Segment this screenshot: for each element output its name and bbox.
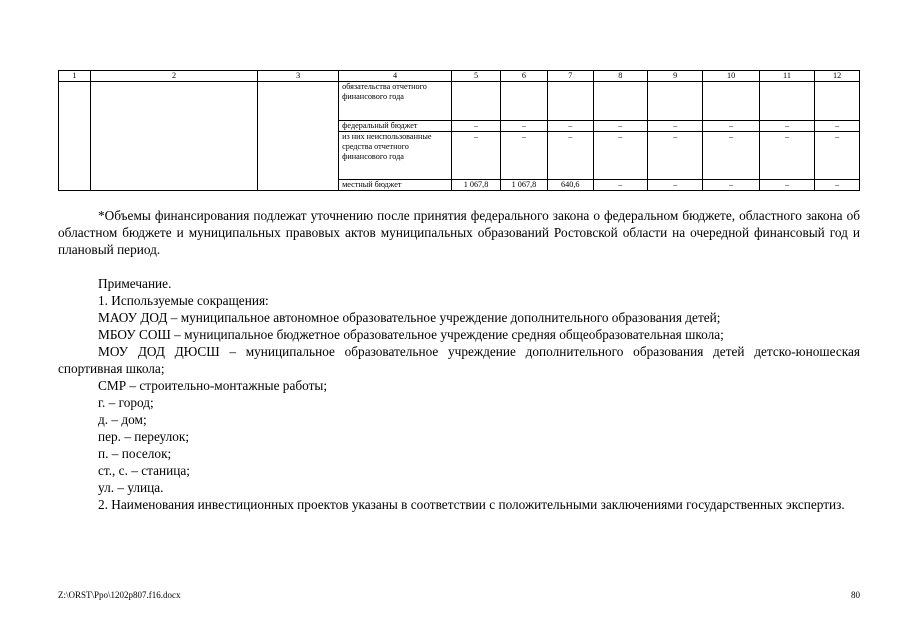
table-cell: – [647, 180, 702, 191]
footnote-text: *Объемы финансирования подлежат уточнению после принятия федерального закона о федеральном бюджете, областного закона об областном бюджете и муниципальных правовых актов муниципальных образований Ростовской области на очередной финансовый год и плановый период. [58, 208, 860, 257]
column-header: 12 [815, 71, 860, 82]
column-header: 6 [501, 71, 548, 82]
column-header: 5 [452, 71, 501, 82]
column-header: 2 [90, 71, 257, 82]
table-cell: – [547, 121, 593, 132]
column-header: 4 [339, 71, 452, 82]
table-cell: – [593, 132, 647, 180]
abbreviation-item: д. – дом; [98, 412, 147, 427]
table-cell: – [815, 180, 860, 191]
table-cell: – [501, 132, 548, 180]
abbreviation-item: ул. – улица. [98, 480, 164, 495]
abbreviation-item: п. – поселок; [98, 446, 172, 461]
table-row [59, 82, 860, 121]
abbreviation-item: г. – город; [98, 395, 154, 410]
table-cell: – [647, 132, 702, 180]
column-header: 8 [593, 71, 647, 82]
file-path: Z:\ORST\Ppo\1202p807.f16.docx [58, 590, 181, 600]
column-header: 10 [703, 71, 759, 82]
column-header: 11 [759, 71, 814, 82]
note-title: Примечание. [98, 276, 172, 291]
table-cell [547, 82, 593, 121]
table-cell [703, 82, 759, 121]
table-cell: – [759, 180, 814, 191]
note-point-2: 2. Наименования инвестиционных проектов указаны в соответствии с положительными заключениями государственных экспертиз. [98, 497, 845, 512]
table-cell: – [815, 121, 860, 132]
table-cell: – [759, 132, 814, 180]
column-header: 9 [647, 71, 702, 82]
abbreviation-item: СМР – строительно-монтажные работы; [98, 378, 328, 393]
table-cell: – [647, 121, 702, 132]
row-label: обязательства отчетного финансового года [339, 82, 452, 121]
table-cell: – [501, 121, 548, 132]
table-cell: – [547, 132, 593, 180]
table-cell [258, 82, 339, 191]
table-cell [452, 82, 501, 121]
table-cell: – [759, 121, 814, 132]
table-header-row [59, 71, 860, 82]
table-cell [501, 82, 548, 121]
abbreviation-item: пер. – переулок; [98, 429, 190, 444]
table-cell: – [703, 180, 759, 191]
abbreviation-item: МБОУ СОШ – муниципальное бюджетное образовательное учреждение средняя общеобразовательная школа; [98, 327, 724, 342]
abbreviation-item: МОУ ДОД ДЮСШ – муниципальное образовательное учреждение дополнительного образования детей детско-юношеская спортивная школа; [58, 344, 860, 376]
table-cell [90, 82, 257, 191]
column-header: 3 [258, 71, 339, 82]
row-label: местный бюджет [339, 180, 452, 191]
table-cell: – [815, 132, 860, 180]
table-cell: 1 067,8 [501, 180, 548, 191]
table-cell [647, 82, 702, 121]
footnote-block [58, 207, 860, 258]
abbreviation-item: МАОУ ДОД – муниципальное автономное образовательное учреждение дополнительного образования детей; [98, 310, 721, 325]
column-header: 7 [547, 71, 593, 82]
table-cell [759, 82, 814, 121]
table-cell: – [593, 180, 647, 191]
table-cell: – [452, 121, 501, 132]
table-cell [815, 82, 860, 121]
table-cell: – [593, 121, 647, 132]
table-cell [59, 82, 91, 191]
table-cell: 1 067,8 [452, 180, 501, 191]
abbreviations-heading: 1. Используемые сокращения: [98, 293, 269, 308]
column-header: 1 [59, 71, 91, 82]
row-label: из них неиспользованные средства отчетного финансового года [339, 132, 452, 180]
page-number: 80 [851, 590, 860, 600]
row-label: федеральный бюджет [339, 121, 452, 132]
table-cell: – [452, 132, 501, 180]
table-cell: 640,6 [547, 180, 593, 191]
table-cell [593, 82, 647, 121]
budget-table [58, 70, 860, 191]
note-block [58, 275, 860, 513]
abbreviation-item: ст., с. – станица; [98, 463, 190, 478]
table-cell: – [703, 132, 759, 180]
table-cell: – [703, 121, 759, 132]
